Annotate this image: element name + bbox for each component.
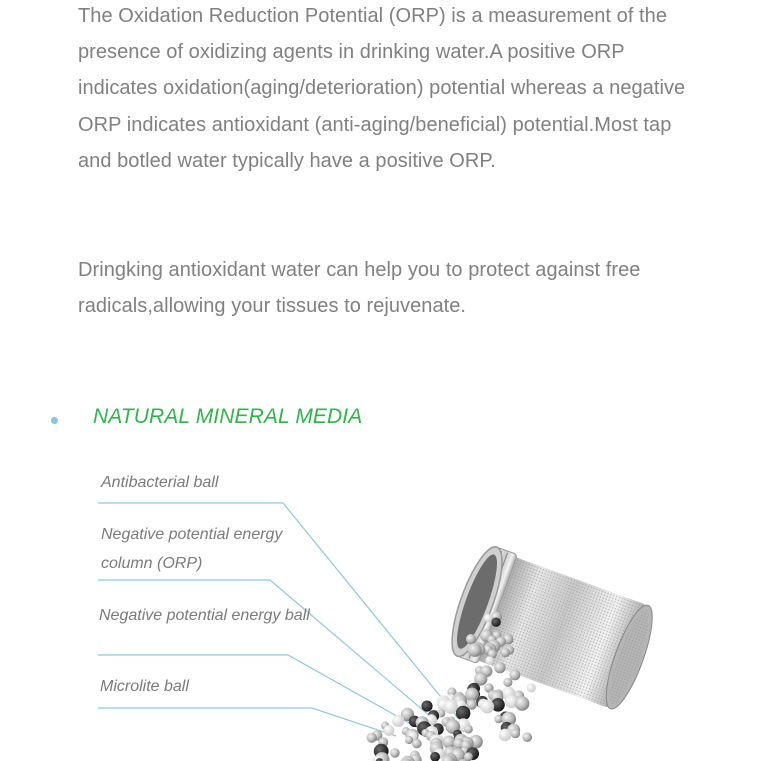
- mineral-ball: [466, 634, 476, 644]
- mineral-ball: [384, 725, 395, 736]
- label-negative-potential-column: Negative potential energy column (ORP): [101, 526, 283, 572]
- mineral-ball: [522, 732, 532, 742]
- mineral-ball: [456, 706, 471, 721]
- mineral-ball: [515, 696, 530, 711]
- mineral-ball: [494, 715, 502, 723]
- mineral-ball: [480, 700, 494, 714]
- label-antibacterial-ball: Antibacterial ball: [101, 474, 219, 491]
- mineral-ball: [421, 701, 432, 712]
- section-title: NATURAL MINERAL MEDIA: [93, 405, 363, 428]
- mineral-ball: [367, 733, 377, 743]
- mineral-ball: [503, 678, 512, 687]
- mineral-ball: [494, 662, 505, 673]
- mineral-ball: [499, 729, 512, 742]
- mineral-ball: [464, 725, 473, 734]
- mineral-ball: [444, 700, 458, 714]
- mineral-ball: [485, 656, 494, 665]
- antioxidant-description-paragraph: Dringking antioxidant water can help you to protect against free radicals,allowing your tissues to rejuvenate.: [78, 259, 641, 318]
- mineral-ball: [511, 729, 520, 738]
- mineral-ball: [501, 648, 510, 657]
- label-negative-potential-ball: Negative potential energy ball: [99, 607, 310, 624]
- mineral-ball: [412, 739, 422, 749]
- mineral-ball: [527, 683, 536, 692]
- mineral-ball: [392, 715, 404, 727]
- mineral-ball: [484, 614, 492, 622]
- label-microlite-ball: Microlite ball: [100, 678, 189, 695]
- mineral-ball: [405, 736, 413, 744]
- mineral-ball: [390, 748, 400, 758]
- mineral-ball: [491, 618, 500, 627]
- mineral-ball: [468, 643, 482, 657]
- mineral-ball: [510, 670, 521, 681]
- leader-line-microlite: [98, 708, 396, 736]
- orp-description-paragraph: The Oxidation Reduction Potential (ORP) is a measurement of the presence of oxidizing agents in drinking water.A positive ORP indicates oxidation(aging/deterioration) potential whereas a negative ORP indicates antioxidant (anti-aging/beneficial) potential.Most tap and botled water typically have a positive ORP.: [78, 5, 686, 172]
